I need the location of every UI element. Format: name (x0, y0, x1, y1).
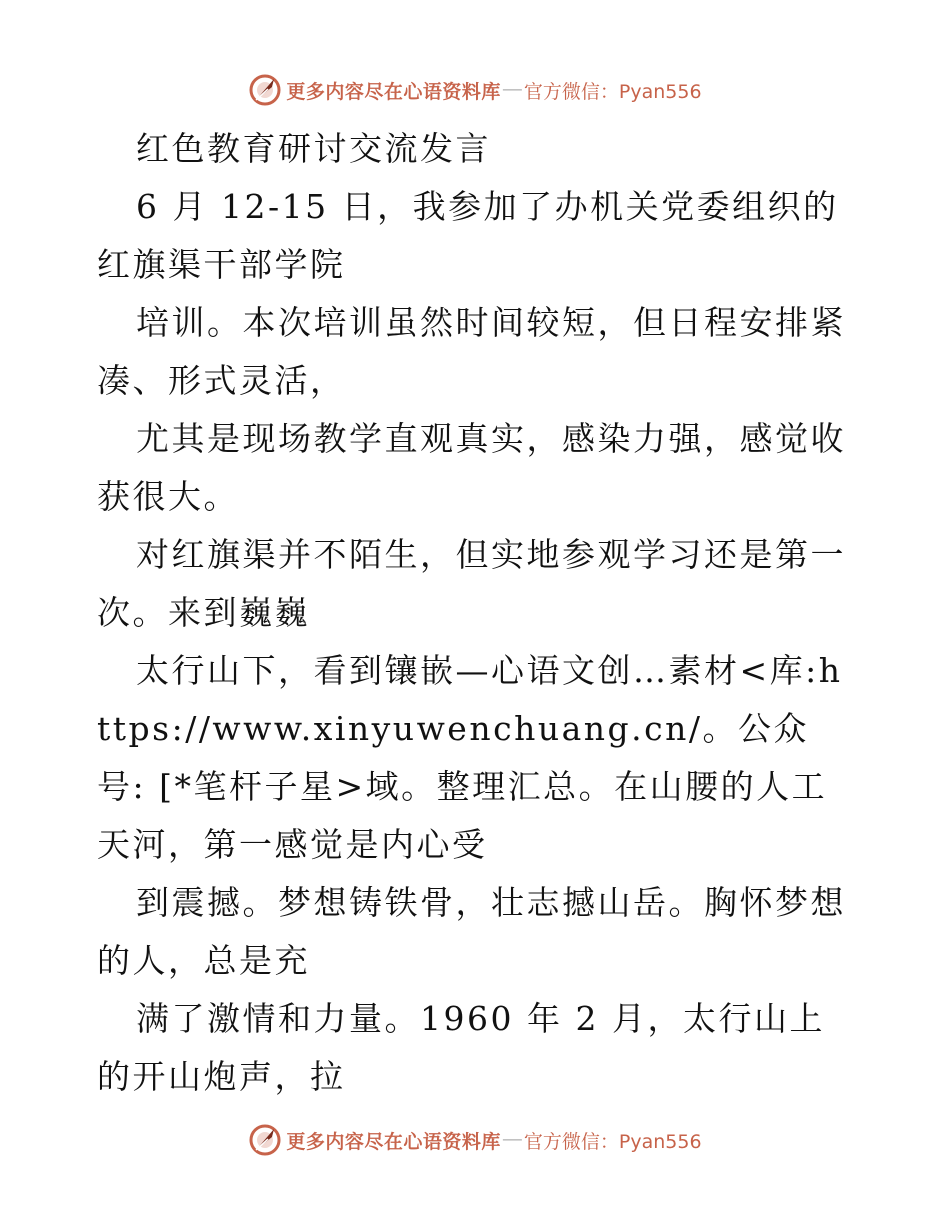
document-body (97, 120, 857, 1106)
header-watermark (0, 70, 950, 110)
paragraph: 尤其是现场教学直观真实，感染力强，感觉收获很大。 (97, 419, 846, 516)
paragraph: 满了激情和力量。1960 年 2 月，太行山上的开山炮声，拉 (97, 999, 825, 1096)
quill-logo-icon (248, 1123, 282, 1157)
banner-contact: 官方微信：Pyan556 (523, 1130, 702, 1153)
paragraph: 6 月 12-15 日，我参加了办机关党委组织的红旗渠干部学院 (97, 187, 839, 284)
banner-text: 更多内容尽在心语资料库 (286, 80, 501, 103)
quill-logo-icon (248, 73, 282, 107)
footer-watermark (0, 1120, 950, 1160)
banner-separator: — (502, 1129, 522, 1150)
banner-contact: 官方微信：Pyan556 (523, 80, 702, 103)
banner-text: 更多内容尽在心语资料库 (286, 1130, 501, 1153)
document-title: 红色教育研讨交流发言 (136, 129, 491, 168)
banner-separator: — (502, 79, 522, 100)
paragraph: 对红旗渠并不陌生，但实地参观学习还是第一次。来到巍巍 (97, 535, 846, 632)
paragraph: 到震撼。梦想铸铁骨，壮志撼山岳。胸怀梦想的人，总是充 (97, 883, 846, 980)
paragraph: 培训。本次培训虽然时间较短，但日程安排紧凑、形式灵活， (97, 303, 846, 400)
paragraph: 太行山下，看到镶嵌—心语文创…素材<库:https://www.xinyuwenchuang.cn/。公众号: [*笔杆子星>域。整理汇总。在山腰的人工天河，第一感觉是内心受 (97, 651, 843, 864)
